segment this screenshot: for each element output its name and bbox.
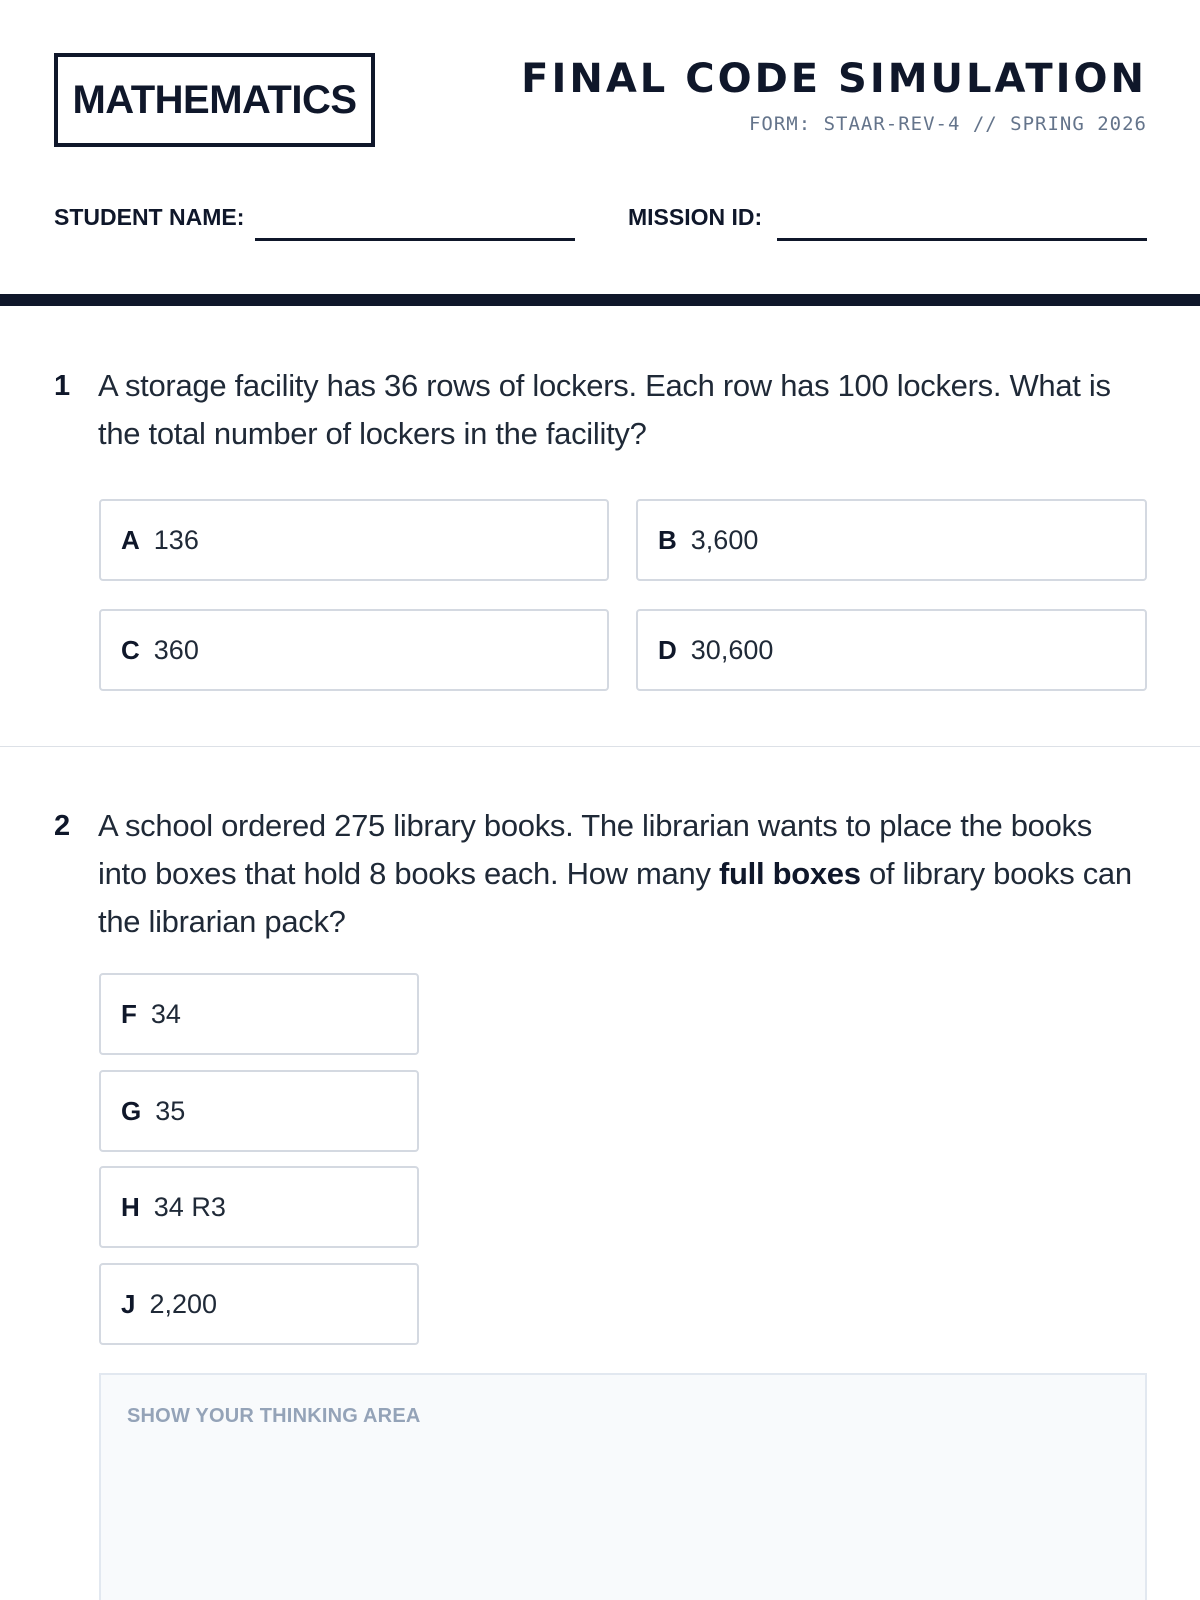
student-name-field[interactable]	[255, 238, 575, 241]
answer-choice-j[interactable]	[99, 1263, 419, 1345]
choice-letter: G	[121, 1095, 142, 1126]
choice-value: 2,200	[149, 1288, 218, 1319]
question-text-part: of library books can the librarian pack?	[98, 856, 1132, 939]
mission-id-label: MISSION ID:	[628, 204, 763, 230]
exam-header	[54, 53, 1147, 148]
choice-letter: H	[121, 1191, 140, 1222]
choice-value: 35	[155, 1095, 186, 1126]
choice-letter: D	[658, 634, 677, 665]
answer-choice-f[interactable]	[99, 973, 419, 1055]
question-emphasis: full boxes	[718, 856, 861, 891]
answer-choice-a[interactable]	[99, 499, 609, 581]
question-divider	[0, 746, 1200, 747]
question-text: A storage facility has 36 rows of lockers. Each row has 100 lockers. What is the total number of lockers in the facility?	[98, 368, 1111, 451]
choice-letter: F	[121, 998, 137, 1029]
question-number: 2	[54, 810, 71, 842]
choice-value: 34 R3	[153, 1191, 226, 1222]
header-divider	[0, 294, 1200, 306]
choice-value: 360	[153, 634, 199, 665]
answer-choice-c[interactable]	[99, 609, 609, 691]
answer-choice-h[interactable]	[99, 1166, 419, 1248]
student-name-label: STUDENT NAME:	[54, 204, 245, 230]
subject-badge: MATHEMATICS	[54, 53, 375, 147]
answer-choice-d[interactable]	[636, 609, 1147, 691]
thinking-area-label: SHOW YOUR THINKING AREA	[127, 1405, 421, 1427]
question-number: 1	[54, 370, 71, 402]
choice-value: 30,600	[690, 634, 774, 665]
question-text-part: A school ordered 275 library books. The librarian wants to place the books into boxes that hold 8 books each. How many	[98, 808, 1092, 891]
student-fields	[54, 204, 1147, 244]
choice-letter: B	[658, 524, 677, 555]
answer-choice-b[interactable]	[636, 499, 1147, 581]
choice-letter: A	[121, 524, 140, 555]
show-thinking-area[interactable]	[99, 1373, 1147, 1600]
choice-letter: J	[121, 1288, 136, 1319]
form-code: FORM: STAAR-REV-4 // SPRING 2026	[748, 113, 1147, 135]
answer-choice-g[interactable]	[99, 1070, 419, 1152]
mission-id-field[interactable]	[777, 238, 1147, 241]
choice-letter: C	[121, 634, 140, 665]
title-block	[521, 56, 1147, 135]
choice-value: 136	[153, 524, 199, 555]
choice-value: 34	[150, 998, 181, 1029]
exam-title: FINAL CODE SIMULATION	[521, 56, 1147, 102]
question-text	[98, 802, 1147, 946]
choice-value: 3,600	[690, 524, 759, 555]
